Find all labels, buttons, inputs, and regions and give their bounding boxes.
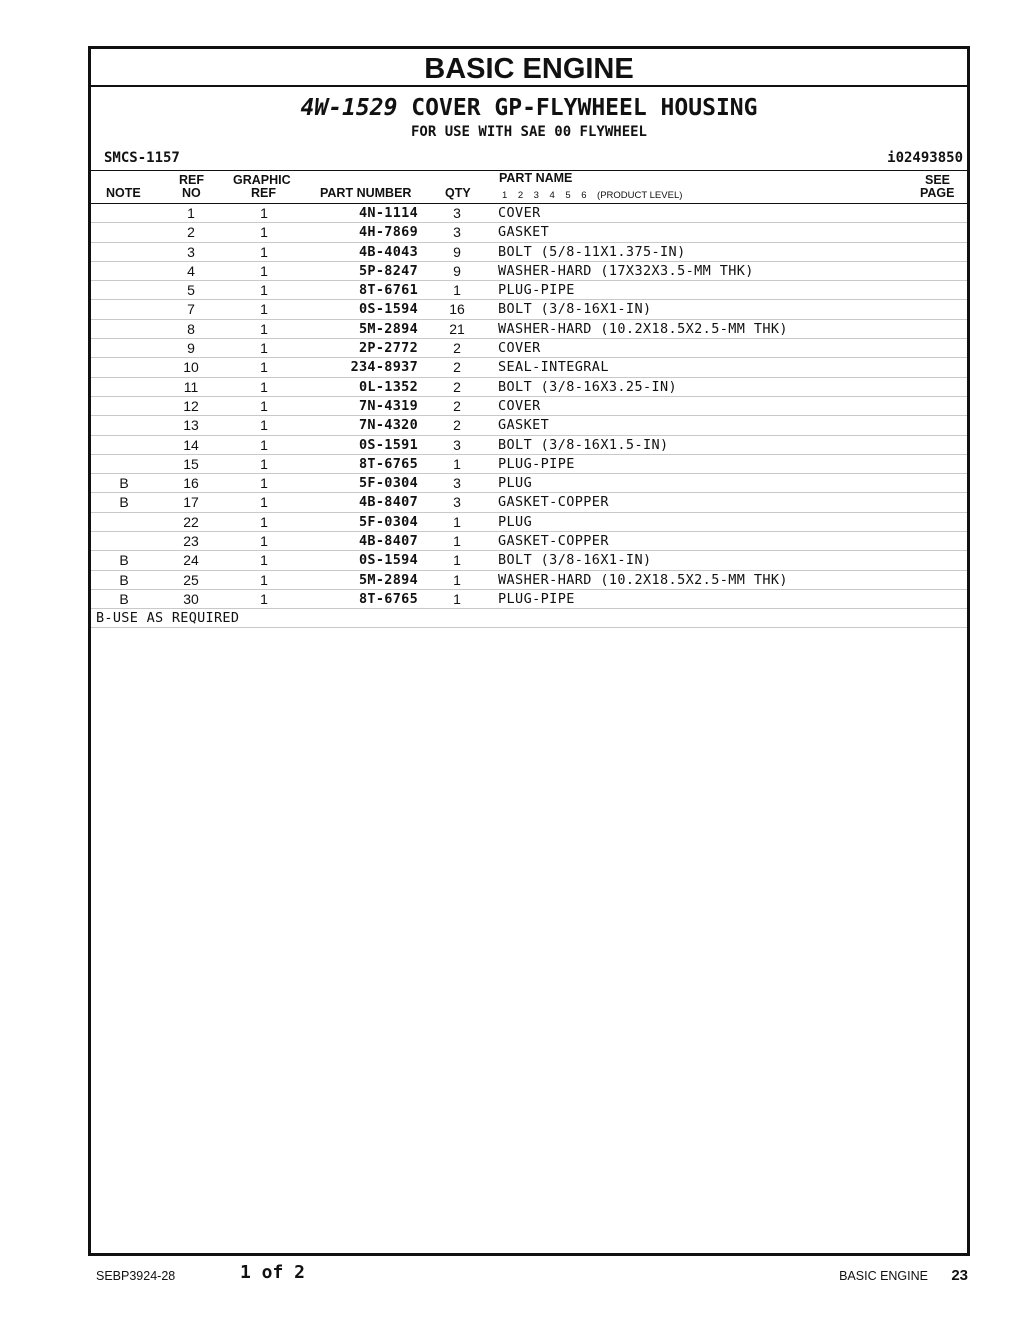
group-name: COVER GP-FLYWHEEL HOUSING [397, 95, 758, 121]
graphic-ref-cell: 1 [260, 571, 268, 588]
part-name-cell: PLUG-PIPE [498, 455, 575, 472]
part-number-cell: 0S-1594 [359, 301, 418, 318]
graphic-ref-cell: 1 [260, 282, 268, 299]
table-row [91, 223, 967, 242]
meta-row [91, 148, 967, 170]
graphic-ref-cell: 1 [260, 455, 268, 472]
part-number-cell: 234-8937 [350, 359, 418, 376]
table-row [91, 281, 967, 300]
part-number-cell: 4H-7869 [359, 224, 418, 241]
qty-cell: 3 [453, 205, 461, 221]
table-row [91, 358, 967, 377]
part-number-cell: 0S-1594 [359, 552, 418, 569]
ref-no-cell: 8 [187, 320, 195, 337]
graphic-ref-cell: 1 [260, 494, 268, 511]
ref-no-cell: 16 [183, 475, 199, 492]
part-name-cell: SEAL-INTEGRAL [498, 359, 609, 376]
header-see-top: SEE [925, 173, 951, 187]
table-row [91, 397, 967, 416]
footer-page-of: 1 of 2 [240, 1262, 306, 1283]
part-number-cell: 2P-2772 [359, 340, 418, 357]
ref-no-cell: 17 [183, 494, 199, 511]
ref-no-cell: 25 [183, 571, 199, 588]
ref-no-cell: 2 [187, 224, 195, 241]
graphic-ref-cell: 1 [260, 301, 268, 318]
header-note: NOTE [106, 186, 141, 200]
part-name-cell: BOLT (3/8-16X1-IN) [498, 301, 652, 318]
table-row [91, 493, 967, 512]
table-row [91, 339, 967, 358]
group-number: 4W-1529 [300, 95, 398, 121]
table-row [91, 532, 967, 551]
footer-section: BASIC ENGINE [839, 1269, 928, 1283]
qty-cell: 1 [453, 552, 461, 569]
graphic-ref-cell: 1 [260, 590, 268, 607]
part-number-cell: 0S-1591 [359, 436, 418, 453]
graphic-ref-cell: 1 [260, 513, 268, 530]
graphic-ref-cell: 1 [260, 397, 268, 414]
part-name-cell: COVER [498, 340, 541, 357]
smcs-code: SMCS-1157 [104, 150, 180, 166]
ref-no-cell: 3 [187, 243, 195, 260]
part-number-cell: 8T-6765 [359, 590, 418, 607]
part-number-cell: 4B-4043 [359, 243, 418, 260]
ref-no-cell: 15 [183, 455, 199, 472]
part-name-cell: GASKET [498, 417, 550, 434]
footnote-text: B-USE AS REQUIRED [96, 610, 240, 627]
qty-cell: 1 [453, 282, 461, 299]
table-row [91, 590, 967, 609]
qty-cell: 1 [453, 455, 461, 472]
parts-sheet [88, 46, 970, 1256]
table-row [91, 320, 967, 339]
header-ref-top: REF [179, 173, 204, 187]
ref-no-cell: 9 [187, 340, 195, 357]
footer-doc-number: SEBP3924-28 [96, 1269, 176, 1283]
graphic-ref-cell: 1 [260, 320, 268, 337]
part-number-cell: 7N-4320 [359, 417, 418, 434]
part-number-cell: 4B-8407 [359, 533, 418, 550]
table-row [91, 513, 967, 532]
ref-no-cell: 22 [183, 513, 199, 530]
part-number-cell: 5F-0304 [359, 475, 418, 492]
part-name-cell: WASHER-HARD (17X32X3.5-MM THK) [498, 262, 754, 279]
part-name-cell: WASHER-HARD (10.2X18.5X2.5-MM THK) [498, 571, 788, 588]
part-number-cell: 5P-8247 [359, 262, 418, 279]
table-row [91, 262, 967, 281]
group-title [91, 95, 967, 121]
note-cell: B [119, 552, 129, 569]
table-header [91, 170, 967, 204]
table-row [91, 474, 967, 493]
note-cell: B [119, 590, 129, 607]
qty-cell: 21 [449, 320, 465, 337]
part-number-cell: 7N-4319 [359, 397, 418, 414]
graphic-ref-cell: 1 [260, 436, 268, 453]
part-name-cell: PLUG [498, 513, 533, 530]
part-name-cell: WASHER-HARD (10.2X18.5X2.5-MM THK) [498, 320, 788, 337]
ref-no-cell: 1 [187, 205, 195, 221]
part-name-cell: PLUG-PIPE [498, 590, 575, 607]
qty-cell: 1 [453, 590, 461, 607]
part-name-cell: COVER [498, 397, 541, 414]
footer-page-number: 23 [951, 1267, 968, 1284]
table-row [91, 436, 967, 455]
part-name-cell: PLUG-PIPE [498, 282, 575, 299]
header-see-bottom: PAGE [920, 186, 955, 200]
header-product-levels: 1 2 3 4 5 6 (PRODUCT LEVEL) [502, 190, 683, 201]
part-name-cell: GASKET-COPPER [498, 494, 609, 511]
part-name-cell: PLUG [498, 475, 533, 492]
ref-no-cell: 24 [183, 552, 199, 569]
table-row [91, 300, 967, 319]
graphic-ref-cell: 1 [260, 475, 268, 492]
part-name-cell: COVER [498, 205, 541, 221]
illustration-id: i02493850 [887, 150, 963, 166]
graphic-ref-cell: 1 [260, 359, 268, 376]
table-row [91, 455, 967, 474]
ref-no-cell: 12 [183, 397, 199, 414]
qty-cell: 9 [453, 243, 461, 260]
qty-cell: 2 [453, 359, 461, 376]
table-row [91, 571, 967, 590]
ref-no-cell: 4 [187, 262, 195, 279]
ref-no-cell: 10 [183, 359, 199, 376]
part-name-cell: GASKET-COPPER [498, 533, 609, 550]
table-row [91, 551, 967, 570]
part-number-cell: 8T-6765 [359, 455, 418, 472]
qty-cell: 1 [453, 571, 461, 588]
ref-no-cell: 7 [187, 301, 195, 318]
part-name-cell: BOLT (3/8-16X3.25-IN) [498, 378, 678, 395]
part-name-cell: GASKET [498, 224, 550, 241]
ref-no-cell: 23 [183, 533, 199, 550]
graphic-ref-cell: 1 [260, 533, 268, 550]
table-row [91, 378, 967, 397]
graphic-ref-cell: 1 [260, 340, 268, 357]
graphic-ref-cell: 1 [260, 205, 268, 221]
graphic-ref-cell: 1 [260, 552, 268, 569]
footnote-row [91, 609, 967, 628]
page-footer [96, 1262, 968, 1286]
header-qty: QTY [445, 186, 471, 200]
qty-cell: 1 [453, 533, 461, 550]
graphic-ref-cell: 1 [260, 243, 268, 260]
qty-cell: 2 [453, 340, 461, 357]
qty-cell: 9 [453, 262, 461, 279]
qty-cell: 3 [453, 436, 461, 453]
table-row [91, 204, 967, 223]
note-cell: B [119, 475, 129, 492]
part-name-cell: BOLT (3/8-16X1.5-IN) [498, 436, 669, 453]
part-number-cell: 0L-1352 [359, 378, 418, 395]
ref-no-cell: 14 [183, 436, 199, 453]
note-cell: B [119, 494, 129, 511]
part-number-cell: 8T-6761 [359, 282, 418, 299]
group-subtitle: FOR USE WITH SAE 00 FLYWHEEL [410, 124, 647, 140]
note-cell: B [119, 571, 129, 588]
header-part-name: PART NAME [499, 171, 573, 185]
part-name-cell: BOLT (3/8-16X1-IN) [498, 552, 652, 569]
part-number-cell: 5M-2894 [359, 320, 418, 337]
ref-no-cell: 11 [183, 378, 199, 395]
part-name-cell: BOLT (5/8-11X1.375-IN) [498, 243, 686, 260]
part-number-cell: 5F-0304 [359, 513, 418, 530]
qty-cell: 2 [453, 417, 461, 434]
header-graphic-top: GRAPHIC [233, 173, 291, 187]
ref-no-cell: 5 [187, 282, 195, 299]
graphic-ref-cell: 1 [260, 262, 268, 279]
section-title: BASIC ENGINE [91, 49, 967, 87]
ref-no-cell: 30 [183, 590, 199, 607]
qty-cell: 2 [453, 378, 461, 395]
part-number-cell: 4B-8407 [359, 494, 418, 511]
qty-cell: 16 [449, 301, 465, 318]
graphic-ref-cell: 1 [260, 378, 268, 395]
header-part-number: PART NUMBER [320, 186, 412, 200]
qty-cell: 3 [453, 224, 461, 241]
part-number-cell: 5M-2894 [359, 571, 418, 588]
header-graphic-bottom: REF [251, 186, 276, 200]
ref-no-cell: 13 [183, 417, 199, 434]
graphic-ref-cell: 1 [260, 417, 268, 434]
qty-cell: 3 [453, 494, 461, 511]
part-number-cell: 4N-1114 [359, 205, 418, 221]
table-row [91, 243, 967, 262]
qty-cell: 2 [453, 397, 461, 414]
graphic-ref-cell: 1 [260, 224, 268, 241]
qty-cell: 3 [453, 475, 461, 492]
parts-table-body [91, 204, 967, 609]
qty-cell: 1 [453, 513, 461, 530]
table-row [91, 416, 967, 435]
header-ref-bottom: NO [182, 186, 201, 200]
